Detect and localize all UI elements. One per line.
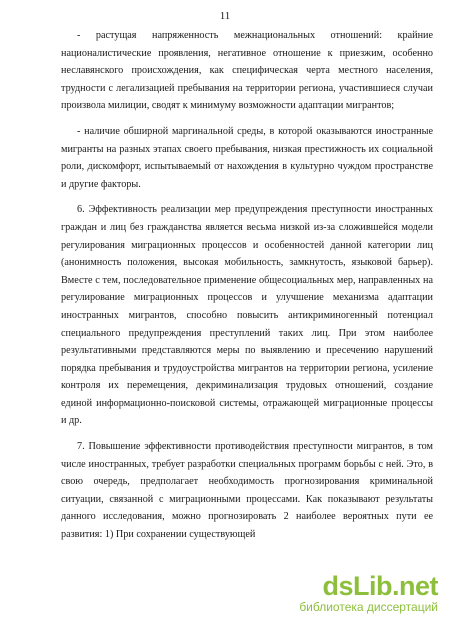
paragraph-1: - растущая напряженность межнациональных отношений: крайние националистические проявления, негативное отношение к приезжим, особенно неславянского происхождения, как специфическая черта местного населения, трудности с легализацией пребывания на территории региона, участившиеся случаи произвола милиции, сводят к минимуму возможности адаптации мигрантов; xyxy=(61,30,433,112)
dslib-logo xyxy=(280,572,438,600)
watermark-caption: библиотека диссертаций xyxy=(299,600,438,614)
paragraph-2: - наличие обширной маргинальной среды, в которой оказываются иностранные мигранты на разных этапах своего пребывания, низкая престижность их социальной роли, дискомфорт, испытываемый от нахождения в культурно чуждом пространстве и другие факторы. xyxy=(61,125,433,190)
page-number: 11 xyxy=(219,10,231,22)
paragraph-3: 6. Эффективность реализации мер предупреждения преступности иностранных граждан и лиц без гражданства является весьма низкой из-за сложившейся модели регулирования миграционных процессов и особенностей данной категории лиц (анонимность положения, высокая мобильность, замкнутость, языковой барьер). Вместе с тем, последовательное применение общесоциальных мер, направленных на регулирование миграционных процессов и улучшение механизма адаптации иностранных мигрантов, способно повысить антикриминогенный потенциал специального предупреждения преступлений таких лиц. При этом наиболее результативными представляются меры по выявлению и пресечению нарушений порядка пребывания и трудоустройства мигрантов на территории региона, усиление контроля их перемещения, декриминализация трудовых отношений, создание единой информационно-поисковой системы, отражающей миграционные процессы и др. xyxy=(61,204,433,427)
logo-suffix: .net xyxy=(391,571,438,601)
dslib-watermark xyxy=(280,572,438,614)
logo-main: dsLib xyxy=(322,571,392,601)
paragraph-4: 7. Повышение эффективности противодействия преступности мигрантов, в том числе иностранных, требует разработки специальных программ борьбы с ней. Это, в свою очередь, предполагает необходимость прогнозирования криминальной ситуации, связанной с миграционными процессами. Как показывают результаты данного исследования, можно прогнозировать 2 наиболее вероятных пути ее развития: 1) При сохранении существующей xyxy=(61,441,433,541)
document-body xyxy=(61,27,433,552)
